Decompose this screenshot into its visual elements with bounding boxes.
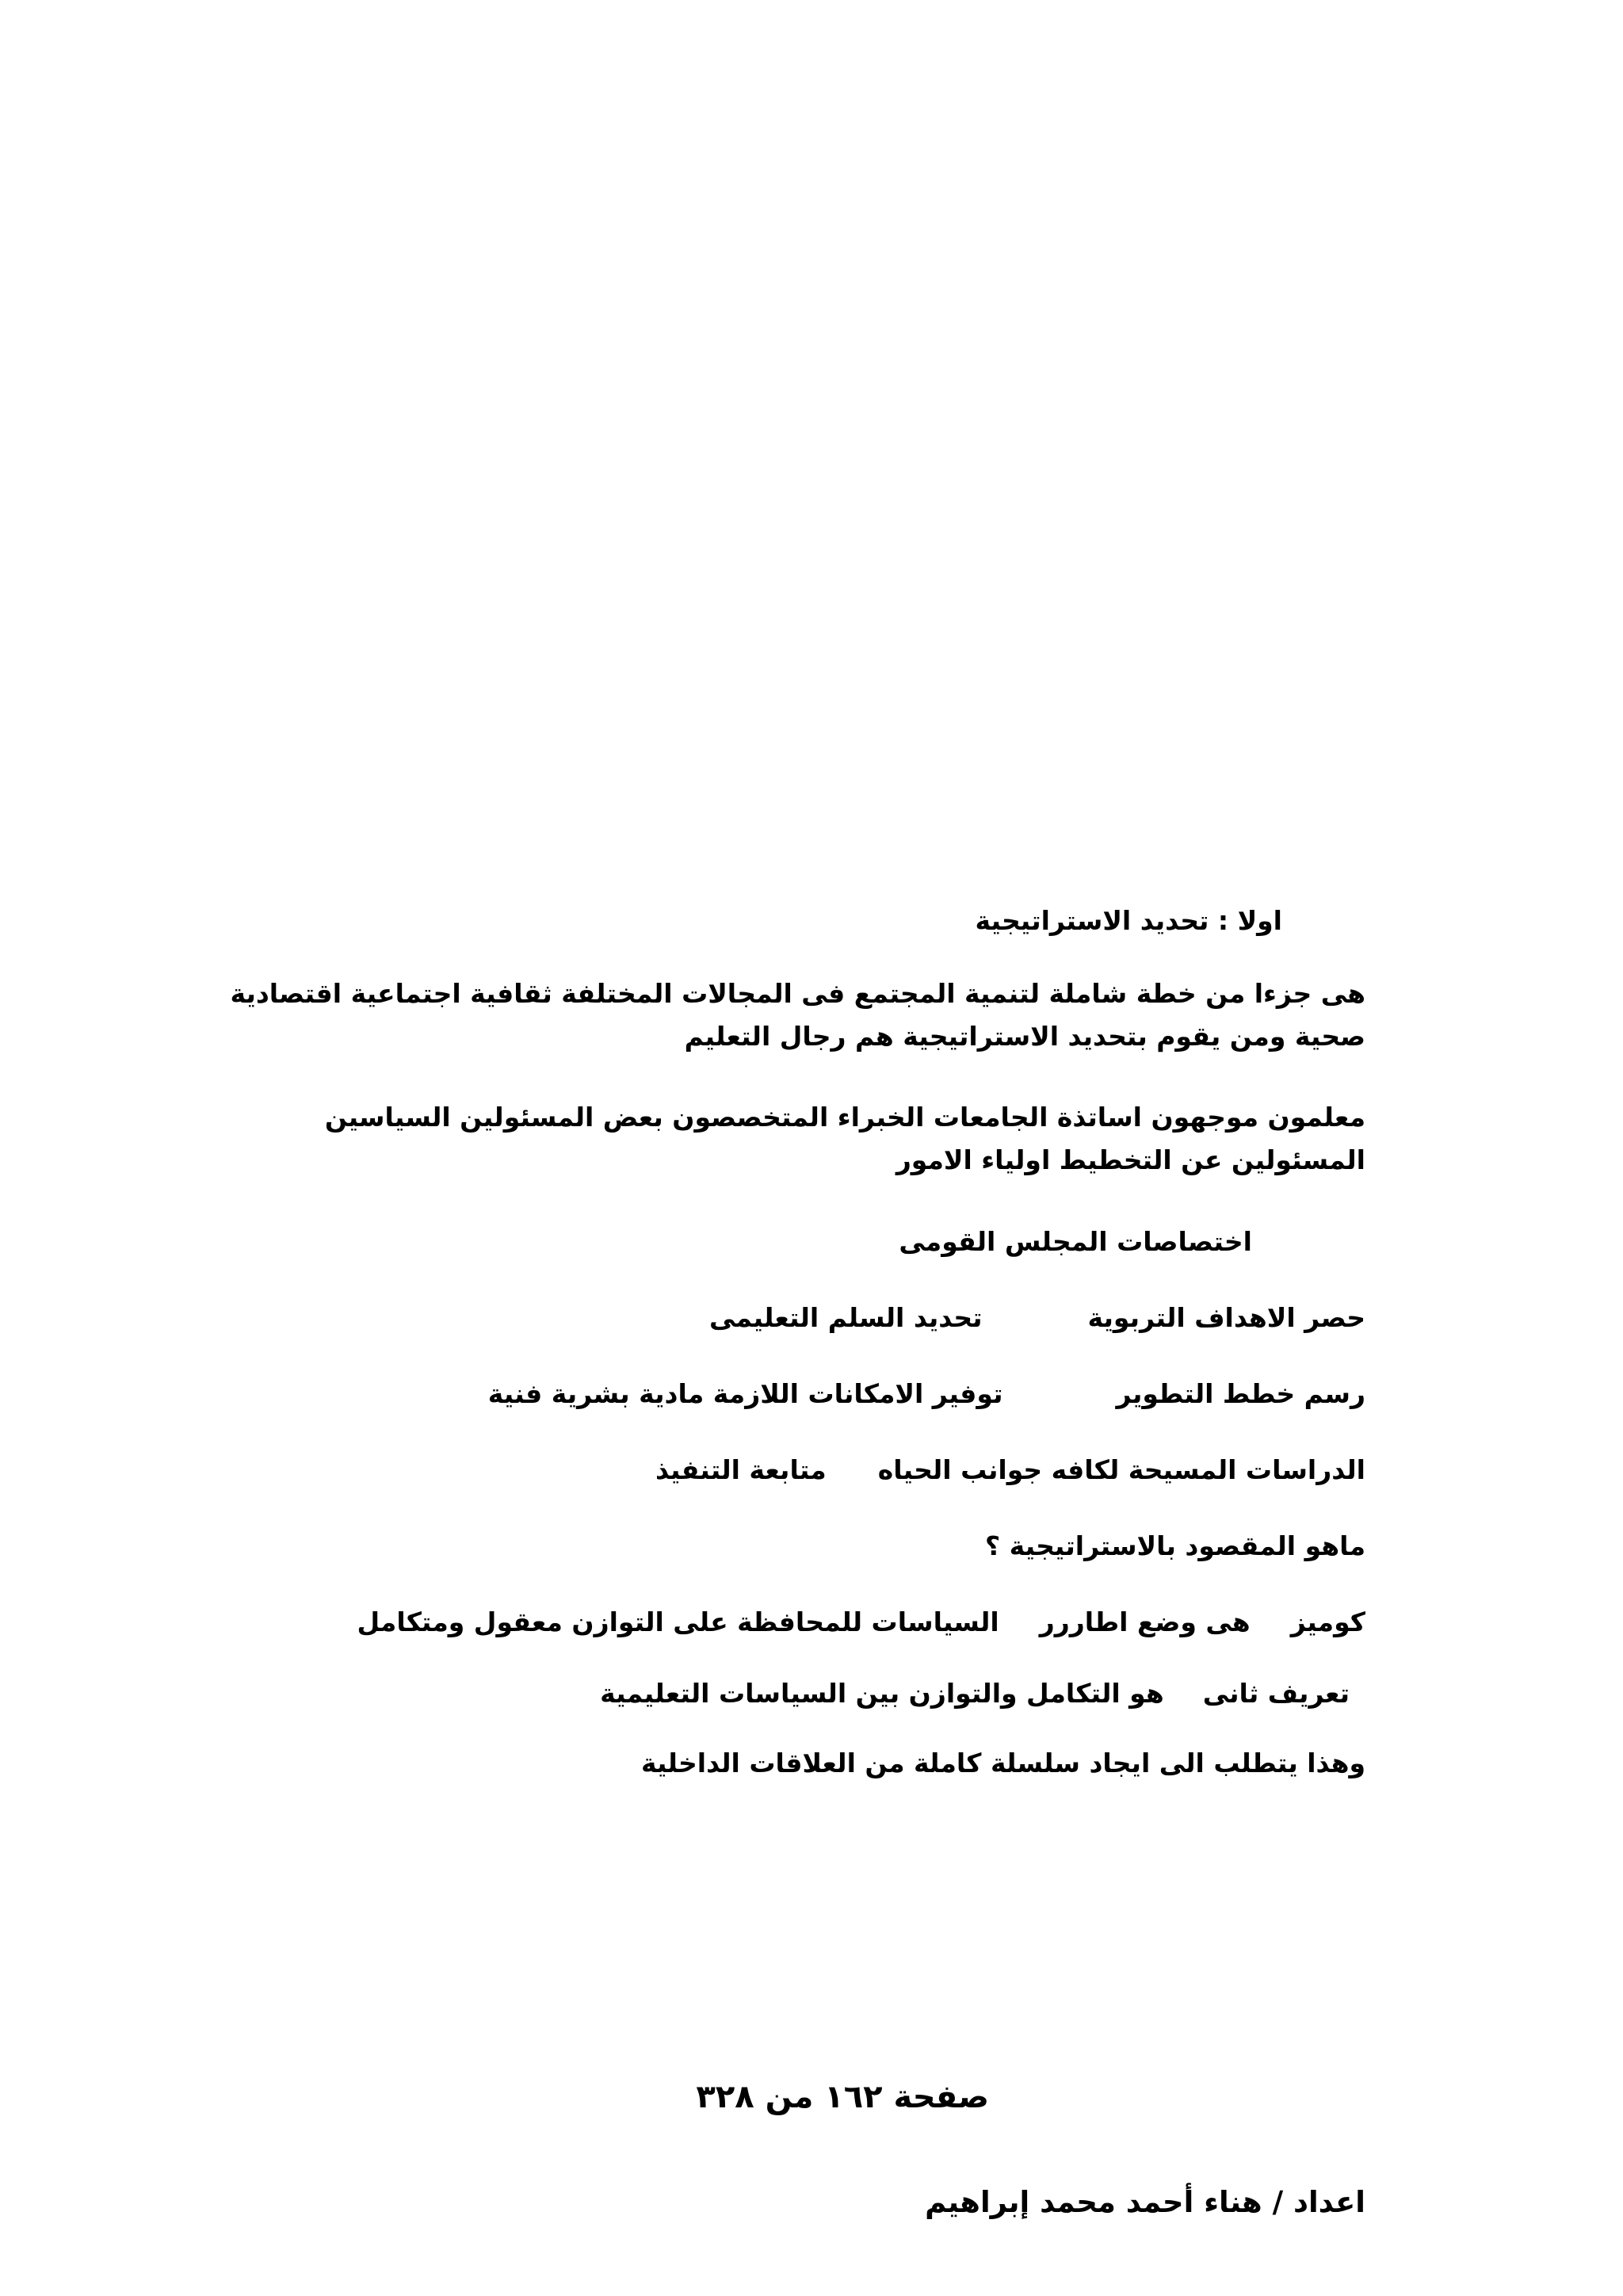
duty-row-1	[709, 1301, 1365, 1335]
definition-line-1: هى جزءا من خطة شاملة لتنمية المجتمع فى المجالات المختلفة ثقافية اجتماعية اقتصادية	[230, 978, 1365, 1009]
duty-row-2	[488, 1377, 1365, 1412]
duty-item: متابعة التنفيذ	[655, 1454, 827, 1485]
answer-line	[357, 1605, 1365, 1640]
answer-part-2: السياسات للمحافظة على التوازن معقول ومتكامل	[357, 1606, 999, 1637]
definition-line-2: صحية ومن يقوم بتحديد الاستراتيجية هم رجال التعليم	[684, 1021, 1365, 1052]
second-definition-label: تعريف ثانى	[1202, 1678, 1350, 1709]
section-heading: اولا : تحديد الاستراتيجية	[975, 905, 1282, 936]
page-number: صفحة ١٦٢ من ٣٢٨	[696, 2079, 989, 2115]
duty-item: توفير الامكانات اللازمة مادية بشرية فنية	[487, 1378, 1003, 1409]
answer-term: كوميز	[1290, 1606, 1365, 1637]
second-definition-line	[600, 1676, 1350, 1711]
question-line: ماهو المقصود بالاستراتيجية ؟	[985, 1530, 1365, 1561]
participants-line-2: المسئولين عن التخطيط اولياء الامور	[896, 1144, 1365, 1175]
duty-item: الدراسات المسيحة لكافه جوانب الحياه	[877, 1454, 1365, 1485]
author-credit: اعداد / هناء أحمد محمد إبراهيم	[925, 2185, 1365, 2219]
participants-line-1: معلمون موجهون اساتذة الجامعات الخبراء المتخصصون بعض المسئولين السياسين	[324, 1102, 1365, 1133]
duty-item: حصر الاهداف التربوية	[1087, 1302, 1365, 1333]
second-definition-text: هو التكامل والتوازن بين السياسات التعليمية	[600, 1678, 1164, 1709]
answer-part-1: هى وضع اطاررر	[1039, 1606, 1251, 1637]
conclusion-line: وهذا يتطلب الى ايجاد سلسلة كاملة من العلاقات الداخلية	[641, 1748, 1365, 1778]
duty-item: تحديد السلم التعليمى	[708, 1302, 983, 1333]
duty-row-3	[655, 1453, 1365, 1488]
duty-item: رسم خطط التطوير	[1116, 1378, 1365, 1409]
council-heading: اختصاصات المجلس القومى	[899, 1226, 1252, 1257]
